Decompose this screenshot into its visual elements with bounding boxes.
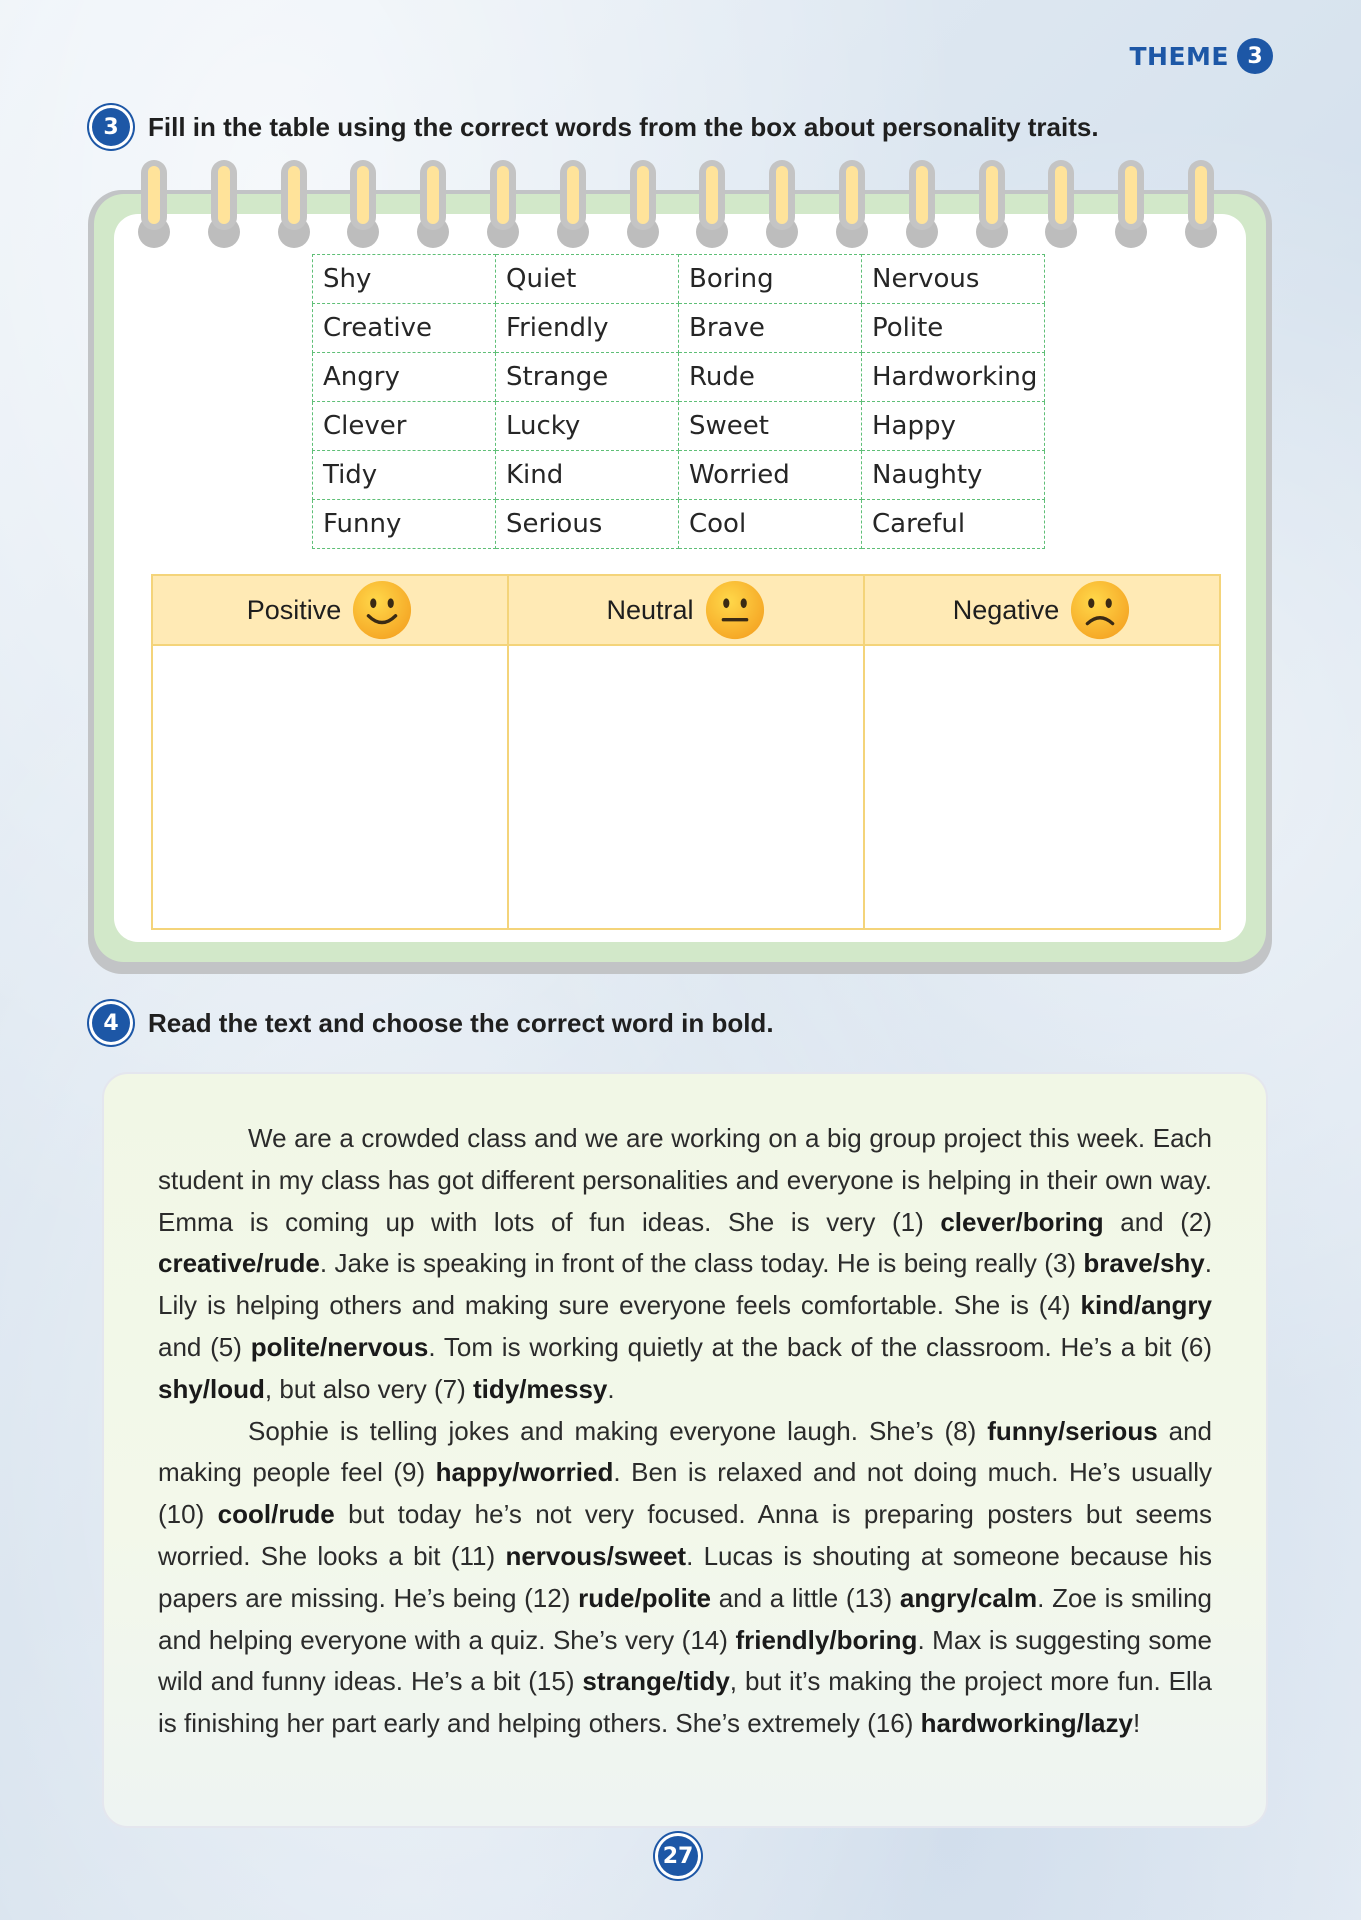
word-box-cell: Happy (862, 402, 1045, 451)
passage-text: . Max is suggesting some wild and funny ideas. He’s a bit (15) (158, 1624, 1212, 1697)
answer-choice[interactable]: polite/nervous (250, 1331, 429, 1362)
answer-choice[interactable]: kind/angry (1080, 1290, 1212, 1321)
spiral-ring (557, 160, 589, 248)
neutral-column-header (508, 575, 864, 645)
theme-label: THEME (1129, 41, 1229, 71)
spiral-ring (487, 160, 519, 248)
word-box-cell: Strange (496, 353, 679, 402)
spiral-ring (208, 160, 240, 248)
negative-label: Negative (952, 594, 1060, 625)
passage-text: . Lily is helping others and making sure everyone feels comfortable. She is (4) (158, 1248, 1212, 1321)
spiral-ring (976, 160, 1008, 248)
exercise-number-badge: 3 (92, 108, 130, 146)
spiral-ring (417, 160, 449, 248)
passage-text: and a little (13) (711, 1582, 900, 1613)
word-box-row (313, 402, 1045, 451)
passage-text: We are a crowded class and we are working on a big group project this week. Each student in my class has got different personalities and everyone is helping in their own way. Emma is coming up with lots of fun ideas. She is very (1) (158, 1123, 1212, 1237)
word-box-cell: Tidy (313, 451, 496, 500)
theme-header (1129, 38, 1273, 74)
word-box-cell: Clever (313, 402, 496, 451)
passage-text: . Jake is speaking in front of the class today. He is being really (3) (319, 1248, 1084, 1279)
word-box-cell: Rude (679, 353, 862, 402)
spiral-ring (766, 160, 798, 248)
neutral-label: Neutral (606, 594, 694, 625)
answer-choice[interactable]: angry/calm (899, 1582, 1038, 1613)
answer-choice[interactable]: friendly/boring (735, 1624, 918, 1655)
answer-choice[interactable]: cool/rude (217, 1499, 335, 1530)
word-box-cell: Quiet (496, 255, 679, 304)
notebook-spiral-rings (138, 160, 1228, 250)
theme-number-badge: 3 (1237, 38, 1273, 74)
exercise-instruction: Fill in the table using the correct words from the box about personality traits. (148, 111, 1099, 142)
word-box-cell: Creative (313, 304, 496, 353)
spiral-ring (1185, 160, 1217, 248)
word-box-cell: Sweet (679, 402, 862, 451)
spiral-ring (906, 160, 938, 248)
word-box-row (313, 255, 1045, 304)
passage-text: and (5) (158, 1331, 251, 1362)
reading-paragraph (158, 1411, 1212, 1745)
negative-column-header (864, 575, 1220, 645)
reading-passage (158, 1118, 1212, 1745)
passage-text: , but also very (7) (264, 1373, 473, 1404)
word-box-cell: Naughty (862, 451, 1045, 500)
passage-text: and making people feel (9) (158, 1415, 1212, 1488)
exercise-instruction: Read the text and choose the correct word in bold. (148, 1007, 774, 1038)
positive-answer-cell[interactable] (152, 645, 508, 929)
smiling-face-icon (351, 579, 413, 641)
word-box-row (313, 500, 1045, 549)
passage-text: and (2) (1103, 1206, 1212, 1237)
exercise-number-badge: 4 (92, 1004, 130, 1042)
word-box-cell: Polite (862, 304, 1045, 353)
answer-choice[interactable]: clever/boring (940, 1206, 1104, 1237)
negative-answer-cell[interactable] (864, 645, 1220, 929)
passage-text: . Tom is working quietly at the back of the classroom. He’s a bit (6) (428, 1331, 1212, 1362)
passage-text: ! (1132, 1708, 1141, 1739)
answer-choice[interactable]: strange/tidy (582, 1666, 730, 1697)
passage-text: , but it’s making the project more fun. Ella is finishing her part early and helping others. She’s extremely (16) (158, 1666, 1212, 1739)
answer-choice[interactable]: creative/rude (158, 1248, 320, 1279)
word-box-cell: Cool (679, 500, 862, 549)
positive-column-header (152, 575, 508, 645)
spiral-ring (347, 160, 379, 248)
positive-label: Positive (246, 594, 342, 625)
exercise-4-heading (92, 1004, 774, 1042)
passage-text: but today he’s not very focused. Anna is preparing posters but seems worried. She looks a bit (11) (158, 1499, 1212, 1571)
word-box-cell: Kind (496, 451, 679, 500)
exercise-3-heading (92, 108, 1099, 146)
word-box-cell: Careful (862, 500, 1045, 549)
answer-choice[interactable]: funny/serious (987, 1415, 1158, 1446)
answer-choice[interactable]: happy/worried (435, 1457, 614, 1488)
spiral-ring (1115, 160, 1147, 248)
word-box-cell: Nervous (862, 255, 1045, 304)
answer-choice[interactable]: nervous/sweet (505, 1540, 687, 1571)
passage-text: Sophie is telling jokes and making everyone laugh. She’s (8) (248, 1415, 988, 1446)
word-box-row (313, 451, 1045, 500)
spiral-ring (696, 160, 728, 248)
answer-choice[interactable]: hardworking/lazy (920, 1708, 1133, 1739)
word-box-cell: Lucky (496, 402, 679, 451)
passage-text: . Ben is relaxed and not doing much. He’s usually (10) (158, 1457, 1213, 1530)
page-number-badge: 27 (658, 1836, 698, 1876)
word-box-cell: Worried (679, 451, 862, 500)
word-box-row (313, 304, 1045, 353)
spiral-ring (1045, 160, 1077, 248)
passage-text: . Lucas is shouting at someone because his papers are missing. He’s being (12) (158, 1540, 1212, 1613)
word-box-cell: Friendly (496, 304, 679, 353)
word-box-cell: Shy (313, 255, 496, 304)
word-box-cell: Hardworking (862, 353, 1045, 402)
answer-choice[interactable]: tidy/messy (472, 1373, 608, 1404)
spiral-ring (836, 160, 868, 248)
answer-choice[interactable]: brave/shy (1083, 1248, 1205, 1279)
reading-paragraph (158, 1118, 1212, 1411)
frowning-face-icon (1069, 579, 1131, 641)
neutral-answer-cell[interactable] (508, 645, 864, 929)
word-box-cell: Funny (313, 500, 496, 549)
passage-text: . Zoe is smiling and helping everyone with a quiz. She’s very (14) (158, 1582, 1212, 1655)
word-box-cell: Angry (313, 353, 496, 402)
answer-choice[interactable]: shy/loud (158, 1373, 265, 1404)
word-box-cell: Boring (679, 255, 862, 304)
personality-sort-table (151, 574, 1221, 930)
spiral-ring (278, 160, 310, 248)
passage-text: . (607, 1373, 615, 1404)
answer-choice[interactable]: rude/polite (578, 1582, 711, 1613)
word-box-row (313, 353, 1045, 402)
spiral-ring (627, 160, 659, 248)
word-box (312, 254, 1045, 549)
spiral-ring (138, 160, 170, 248)
word-box-cell: Serious (496, 500, 679, 549)
neutral-face-icon (704, 579, 766, 641)
word-box-cell: Brave (679, 304, 862, 353)
